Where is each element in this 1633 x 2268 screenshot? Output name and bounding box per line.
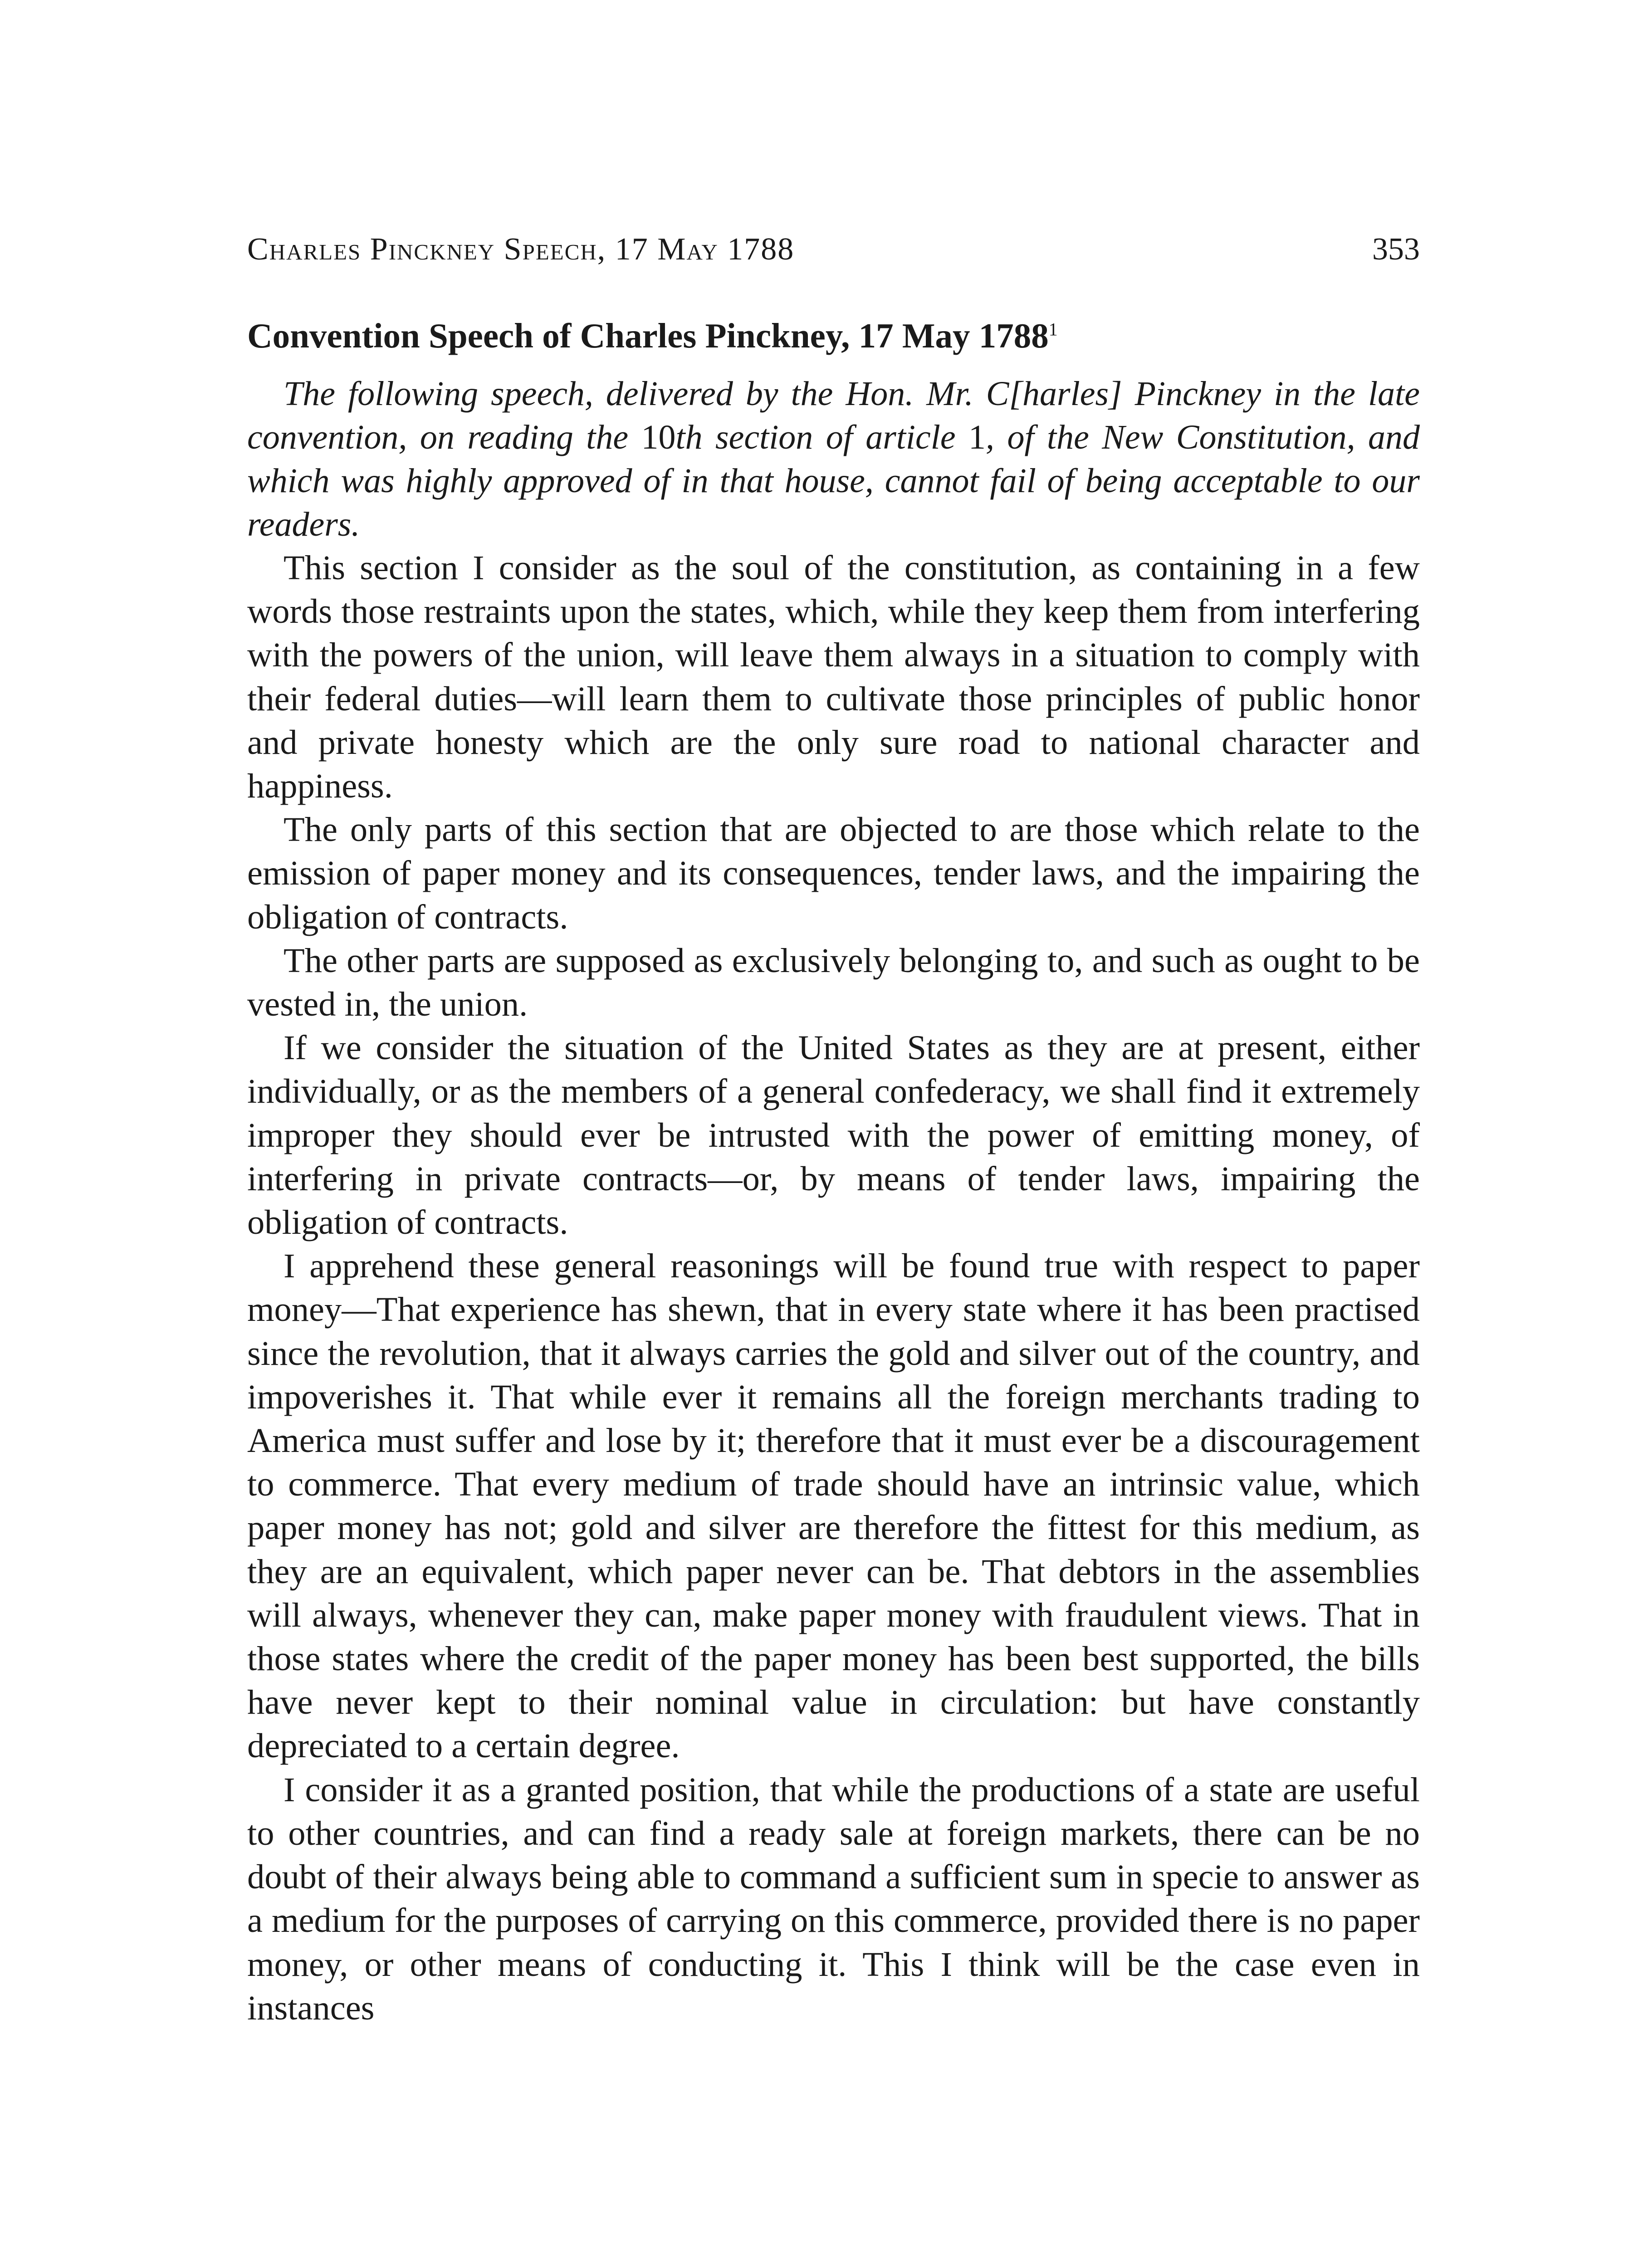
text-block	[247, 308, 1420, 2030]
headnote-text-1: The following speech, delivered by the Hon. Mr. C[harles] Pinckney in the late convention, on reading the	[247, 375, 1420, 456]
headnote-text-3: , of the New Constitution, and which was highly approved of in that house, cannot fail of being acceptable to our readers.	[247, 418, 1420, 543]
headnote-section-number: 10	[641, 418, 676, 456]
editorial-headnote	[247, 372, 1420, 546]
body-paragraph: The only parts of this section that are objected to are those which relate to the emission of paper money and its consequences, tender laws, and the impairing the obligation of contracts.	[247, 810, 1420, 936]
headnote-text-2: th section of article	[675, 418, 969, 456]
body-paragraph: This section I consider as the soul of the constitution, as containing in a few words those restraints upon the states, which, while they keep them from interfering with the powers of the union, will leave them always in a situation to comply with their federal duties—will learn them to cultivate those principles of public honor and private honesty which are the only sure road to national character and happiness.	[247, 548, 1420, 806]
document-title	[247, 308, 1420, 363]
headnote-article-number: 1	[968, 418, 986, 456]
page-number: 353	[1372, 232, 1420, 267]
running-head	[247, 222, 1420, 277]
body-paragraph: I apprehend these general reasonings will be found true with respect to paper money—That experience has shewn, that in every state where it has been practised since the revolution, that it always carries the gold and silver out of the country, and impoverishes it. That while ever it remains all the foreign merchants trading to America must suffer and lose by it; therefore that it must ever be a discouragement to commerce. That every medium of trade should have an intrinsic value, which paper money has not; gold and silver are therefore the fittest for this medium, as they are an equivalent, which paper never can be. That debtors in the assemblies will always, whenever they can, make paper money with fraudulent views. That in those states where the credit of the paper money has been best supported, the bills have never kept to their nominal value in circulation: but have constantly depreciated to a certain degree.	[247, 1246, 1420, 1765]
body-paragraph: If we consider the situation of the United States as they are at present, either individually, or as the members of a general confederacy, we shall find it extremely improper they should ever be intrusted with the power of emitting money, of interfering in private contracts—or, by means of tender laws, impairing the obligation of contracts.	[247, 1028, 1420, 1242]
running-head-title: Charles Pinckney Speech, 17 May 1788	[247, 232, 795, 267]
body-paragraph: I consider it as a granted position, that while the productions of a state are useful to other countries, and can find a ready sale at foreign markets, there can be no doubt of their always being able to command a sufficient sum in specie to answer as a medium for the purposes of carrying on this commerce, provided there is no paper money, or other means of conducting it. This I think will be the case even in instances	[247, 1770, 1420, 2027]
footnote-marker: 1	[1048, 319, 1058, 340]
document-title-text: Convention Speech of Charles Pinckney, 17 May 1788	[247, 316, 1049, 355]
body-paragraph: The other parts are supposed as exclusively belonging to, and such as ought to be vested in, the union.	[247, 941, 1420, 1024]
